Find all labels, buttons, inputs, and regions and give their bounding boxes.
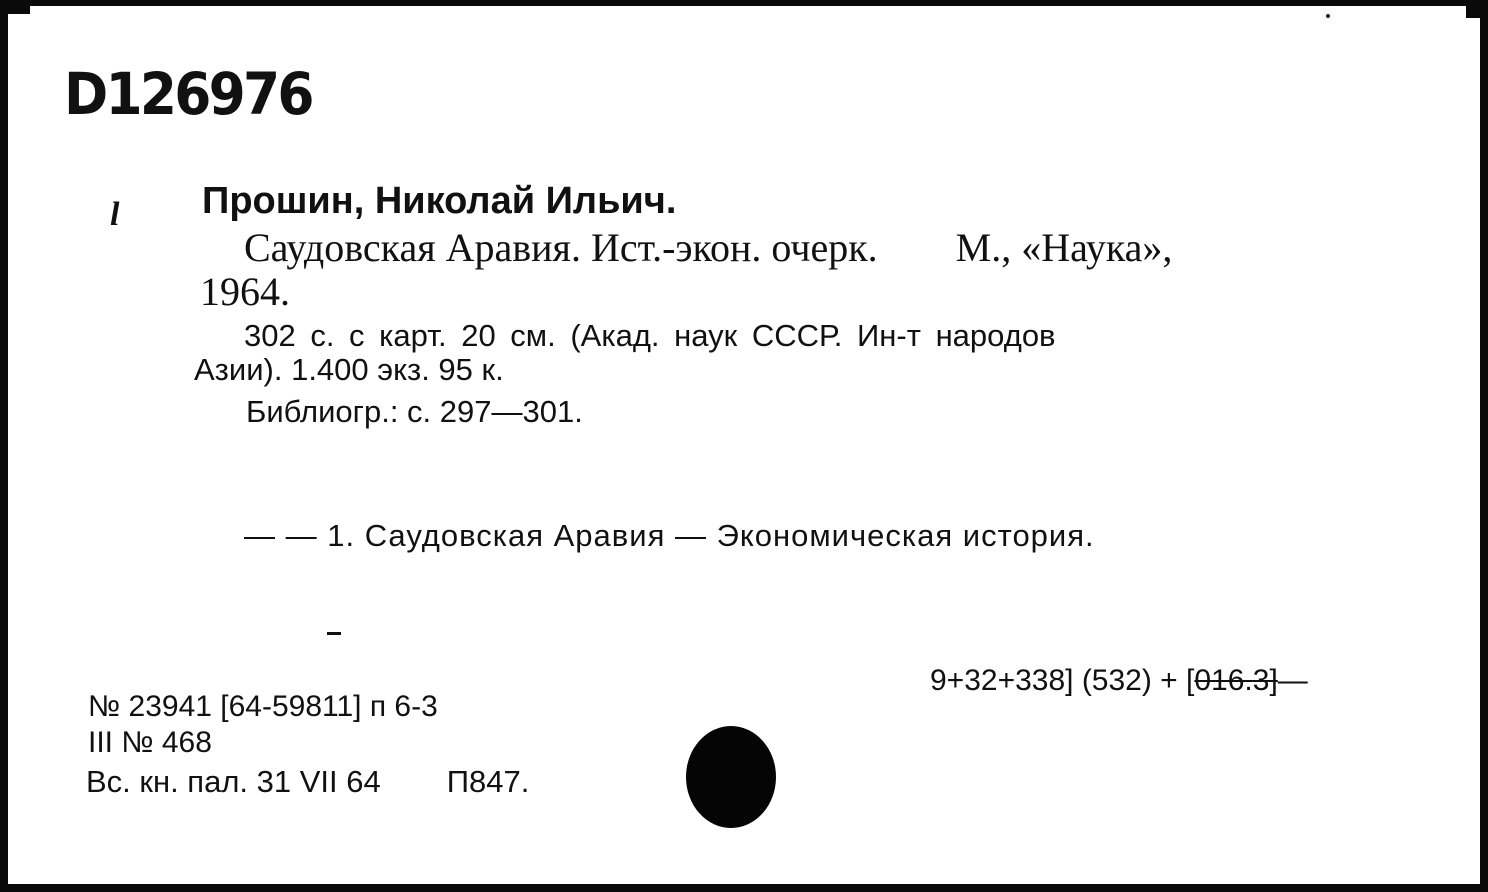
chamber-line xyxy=(86,764,529,800)
registration-number-line: № 23941 [64-59811] п 6-3 xyxy=(88,690,438,723)
card-corner-top-right xyxy=(1466,0,1488,18)
card-number-stamp: D126976 xyxy=(64,60,312,128)
classification-index xyxy=(930,664,1308,698)
classification-tail: — xyxy=(1277,664,1308,697)
bibliography-note: Библиогр.: с. 297—301. xyxy=(246,394,583,429)
print-code: П847. xyxy=(446,764,530,799)
classification-main: 9+32+338] (532) + [ xyxy=(930,664,1195,697)
margin-mark: l xyxy=(110,196,120,233)
author-heading: Прошин, Николай Ильич. xyxy=(202,180,677,222)
speck-dot xyxy=(1326,14,1330,18)
card-corner-top-left xyxy=(0,0,30,14)
publication-year: 1964. xyxy=(200,269,290,314)
physical-description-line-2: Азии). 1.400 экз. 95 к. xyxy=(194,352,504,387)
title-line xyxy=(244,224,1172,271)
dash-mark xyxy=(327,632,341,635)
book-title: Саудовская Аравия. Ист.-экон. очерк. xyxy=(244,225,878,270)
physical-description-line-1: 302 с. с карт. 20 см. (Акад. наук СССР. Ин-т народов xyxy=(244,318,1056,353)
punch-hole xyxy=(686,726,776,828)
subject-heading: — — 1. Саудовская Аравия — Экономическая история. xyxy=(244,518,1095,553)
classification-struck: 016.3] xyxy=(1194,664,1278,697)
chamber-date: Вс. кн. пал. 31 VII 64 xyxy=(86,764,381,799)
series-number-line: III № 468 xyxy=(88,726,212,759)
publisher: М., «Наука», xyxy=(955,225,1173,270)
